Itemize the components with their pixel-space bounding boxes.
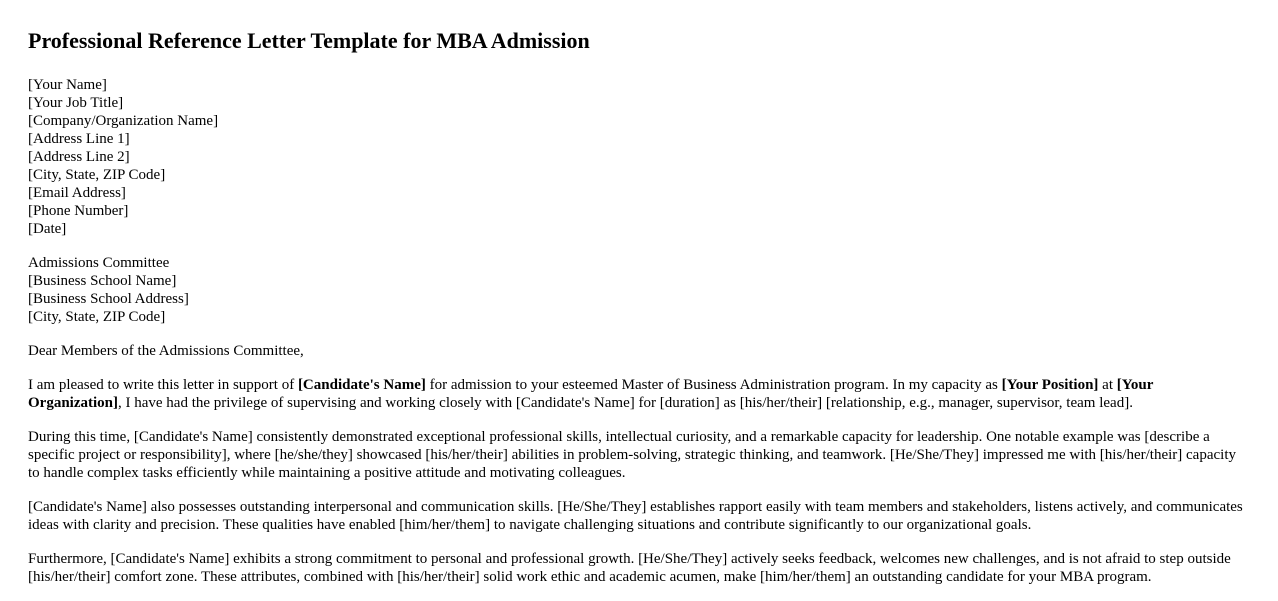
sender-address-block <box>28 76 1250 238</box>
sender-name: [Your Name] <box>28 77 107 93</box>
paragraph-interpersonal-skills: [Candidate's Name] also possesses outstanding interpersonal and communication skills. [He/She/They] establishes rapport easily with team members and stakeholders, listens actively, and communicates ideas with clarity and precision. These qualities have enabled [him/her/them] to navigate challenging situations and contribute significantly to our organizational goals. <box>28 499 1243 533</box>
recipient-city-state-zip: [City, State, ZIP Code] <box>28 309 166 325</box>
sender-email: [Email Address] <box>28 185 126 201</box>
letter-date: [Date] <box>28 221 67 237</box>
candidate-name-bold: [Candidate's Name] <box>297 377 426 393</box>
sender-organization: [Company/Organization Name] <box>28 113 219 129</box>
sender-job-title: [Your Job Title] <box>28 95 124 111</box>
salutation: Dear Members of the Admissions Committee, <box>28 343 304 359</box>
recipient-school-address: [Business School Address] <box>28 291 189 307</box>
sender-phone: [Phone Number] <box>28 203 129 219</box>
page-title: Professional Reference Letter Template for MBA Admission <box>28 28 590 53</box>
intro-text-1: I am pleased to write this letter in support of <box>28 377 298 393</box>
sender-address-line-2: [Address Line 2] <box>28 149 130 165</box>
your-position-bold: [Your Position] <box>1001 377 1099 393</box>
recipient-address-block <box>28 254 1250 326</box>
paragraph-growth: Furthermore, [Candidate's Name] exhibits a strong commitment to personal and professional growth. [He/She/They] actively seeks feedback, welcomes new challenges, and is not afraid to step outside [his/her/their] comfort zone. These attributes, combined with [his/her/their] solid work ethic and academic acumen, make [him/her/them] an outstanding candidate for your MBA program. <box>28 551 1231 585</box>
intro-text-4: , I have had the privilege of supervising and working closely with [Candidate's Name] for [duration] as [his/her/their] [relationship, e.g., manager, supervisor, team lead]. <box>118 395 1133 411</box>
your-organization-bold: [Your Organization] <box>28 377 1154 411</box>
sender-address-line-1: [Address Line 1] <box>28 131 130 147</box>
paragraph-introduction <box>28 376 1250 412</box>
intro-text-3: at <box>1098 377 1117 393</box>
paragraph-professional-skills: During this time, [Candidate's Name] consistently demonstrated exceptional professional skills, intellectual curiosity, and a remarkable capacity for leadership. One notable example was [describe a specific project or responsibility], where [he/she/they] showcased [his/her/their] abilities in problem-solving, strategic thinking, and teamwork. [He/She/They] impressed me with [his/her/their] capacity to handle complex tasks efficiently while maintaining a positive attitude and motivating colleagues. <box>28 429 1236 481</box>
sender-city-state-zip: [City, State, ZIP Code] <box>28 167 166 183</box>
recipient-school-name: [Business School Name] <box>28 273 177 289</box>
recipient-committee: Admissions Committee <box>28 255 170 271</box>
intro-text-2: for admission to your esteemed Master of Business Administration program. In my capacity as <box>425 377 1002 393</box>
